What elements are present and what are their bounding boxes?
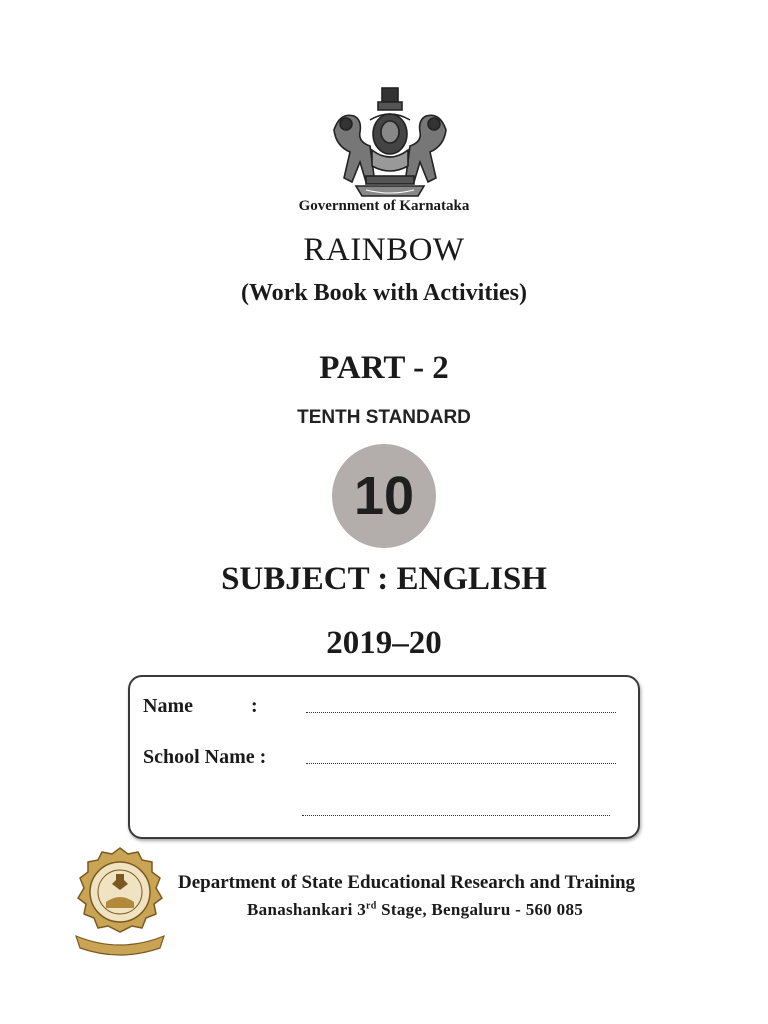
department-name: Department of State Educational Research and Training — [178, 872, 636, 893]
academic-year: 2019–20 — [326, 625, 442, 661]
karnataka-emblem-icon — [326, 84, 454, 200]
standard-label: TENTH STANDARD — [297, 407, 471, 428]
standard-number: 10 — [353, 466, 415, 526]
school-name-field-line[interactable] — [306, 762, 616, 764]
part-label: PART - 2 — [319, 350, 449, 386]
address-prefix: Banashankari 3 — [247, 900, 366, 919]
book-subtitle: (Work Book with Activities) — [241, 280, 527, 306]
book-title: RAINBOW — [303, 232, 465, 268]
name-colon: : — [251, 695, 258, 717]
standard-badge — [332, 444, 436, 548]
school-name-field-line-2[interactable] — [302, 814, 610, 816]
government-name: Government of Karnataka — [298, 198, 470, 214]
school-name-label: School Name : — [143, 746, 267, 768]
address-suffix: Stage, Bengaluru - 560 085 — [376, 900, 584, 919]
department-address — [247, 900, 583, 920]
name-field-line[interactable] — [306, 711, 616, 713]
address-ordinal: rd — [366, 900, 377, 912]
student-details-box — [128, 675, 640, 839]
subject-label: SUBJECT : ENGLISH — [221, 561, 547, 597]
dsert-seal-icon — [70, 846, 170, 956]
name-label: Name — [143, 695, 193, 717]
